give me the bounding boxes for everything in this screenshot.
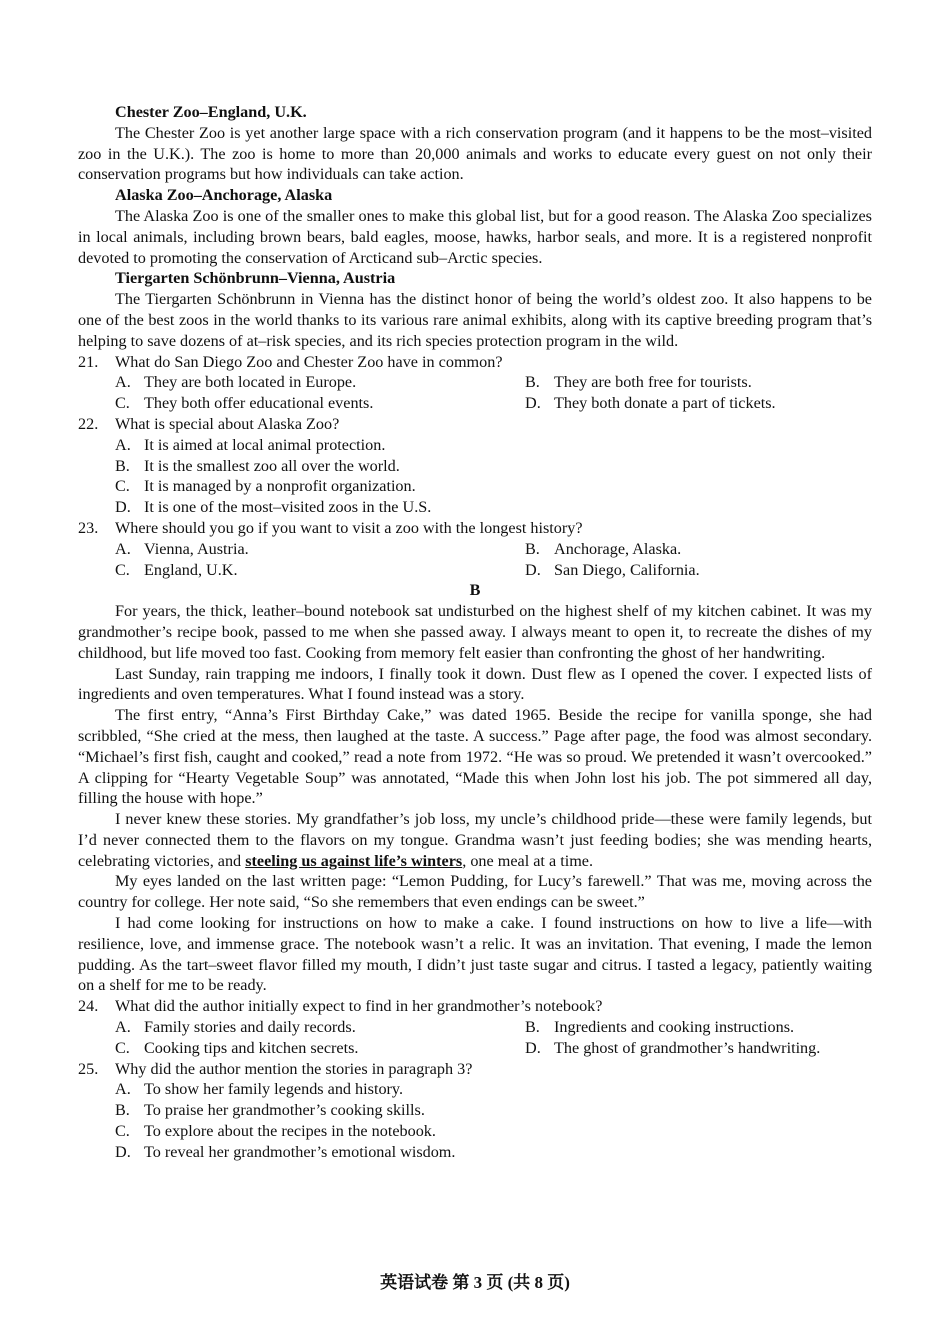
section-b-heading: B bbox=[469, 581, 481, 600]
question-25 bbox=[78, 1059, 872, 1080]
options-22 bbox=[78, 435, 872, 518]
option-25c[interactable]: C. To explore about the recipes in the notebook. bbox=[115, 1122, 436, 1141]
question-24 bbox=[78, 996, 872, 1017]
options-21 bbox=[78, 372, 872, 414]
option-23a[interactable]: A. Vienna, Austria. bbox=[115, 539, 249, 558]
page-footer: 英语试卷 第 3 页 (共 8 页) bbox=[380, 1273, 570, 1292]
zoo-text-vienna: The Tiergarten Schönbrunn in Vienna has the distinct honor of being the world’s oldest zoo. It also happens to be one of the best zoos in the world thanks to its various rare animal exhibits, along with its captive breeding program that’s helping to save dozens of at–risk species, and its rich species protection program in the wild. bbox=[78, 290, 872, 350]
option-22c[interactable]: C. It is managed by a nonprofit organization. bbox=[115, 477, 416, 496]
passage-paragraph-3: The first entry, “Anna’s First Birthday Cake,” was dated 1965. Beside the recipe for vanilla sponge, she had scribbled, “She cried at the mess, then laughed at the taste. A success.” Page after page, the food was almost secondary. “Michael’s first fish, caught and cooked,” read a note from 1972. “He was so proud. We pretended it wasn’t overcooked.” A clipping for “Hearty Vegetable Soup” was annotated, “Made this when John lost his job. The pot simmered all day, filling the house with hope.” bbox=[78, 706, 872, 808]
zoo-text-alaska: The Alaska Zoo is one of the smaller ones to make this global list, but for a good reason. The Alaska Zoo specializes in local animals, including brown bears, bald eagles, moose, hawks, harbor seals, and more. It is a registered nonprofit devoted to promoting the conservation of Arcticand sub–Arctic species. bbox=[78, 206, 872, 267]
question-text: What is special about Alaska Zoo? bbox=[115, 414, 340, 433]
question-number: 21. bbox=[78, 352, 99, 371]
passage-paragraph-5: My eyes landed on the last written page: “Lemon Pudding, for Lucy’s farewell.” That was me, moving across the country for college. Her note said, “So she remembers that even endings can be sweet.” bbox=[78, 872, 872, 912]
options-24 bbox=[78, 1017, 872, 1059]
question-22 bbox=[78, 414, 872, 435]
option-21d[interactable]: D. They both donate a part of tickets. bbox=[525, 394, 776, 413]
option-24c[interactable]: C. Cooking tips and kitchen secrets. bbox=[115, 1038, 359, 1057]
zoo-heading-alaska: Alaska Zoo–Anchorage, Alaska bbox=[115, 186, 333, 205]
zoo-heading-chester: Chester Zoo–England, U.K. bbox=[115, 103, 307, 121]
option-24b[interactable]: B. Ingredients and cooking instructions. bbox=[525, 1018, 795, 1037]
option-25a[interactable]: A. To show her family legends and history. bbox=[115, 1080, 404, 1099]
option-21c[interactable]: C. They both offer educational events. bbox=[115, 394, 374, 413]
question-text: Where should you go if you want to visit a zoo with the longest history? bbox=[115, 518, 583, 537]
underlined-phrase: steeling us against life’s winters bbox=[245, 851, 463, 870]
option-22b[interactable]: B. It is the smallest zoo all over the world. bbox=[115, 456, 400, 475]
option-24d[interactable]: D. The ghost of grandmother’s handwriting. bbox=[525, 1038, 821, 1057]
question-number: 25. bbox=[78, 1059, 99, 1078]
question-number: 22. bbox=[78, 414, 99, 433]
question-23 bbox=[78, 518, 872, 539]
zoo-text-chester: The Chester Zoo is yet another large space with a rich conservation program (and it happens to be the most–visited zoo in the U.K.). The zoo is home to more than 20,000 animals and works to educate every guest on not only their conservation programs but how individuals can take action. bbox=[78, 123, 872, 184]
option-21b[interactable]: B. They are both free for tourists. bbox=[525, 373, 752, 392]
option-25d[interactable]: D. To reveal her grandmother’s emotional wisdom. bbox=[115, 1142, 456, 1161]
passage-paragraph-2: Last Sunday, rain trapping me indoors, I finally took it down. Dust flew as I opened the cover. I expected lists of ingredients and oven temperatures. What I found instead was a story. bbox=[78, 664, 872, 704]
option-25b[interactable]: B. To praise her grandmother’s cooking skills. bbox=[115, 1101, 425, 1120]
exam-content bbox=[78, 102, 872, 1163]
passage-paragraph-6: I had come looking for instructions on how to make a cake. I found instructions on how to live a life—with resilience, love, and immense grace. The notebook wasn’t a relic. It was an invitation. That evening, I made the lemon pudding. As the tart–sweet flavor filled my mouth, I didn’t just taste sugar and citrus. I tasted a legacy, patiently waiting on a shelf for me to be ready. bbox=[78, 914, 872, 995]
question-text: What do San Diego Zoo and Chester Zoo have in common? bbox=[115, 352, 503, 371]
option-22a[interactable]: A. It is aimed at local animal protection. bbox=[115, 435, 386, 454]
options-25 bbox=[78, 1079, 872, 1162]
option-23c[interactable]: C. England, U.K. bbox=[115, 560, 238, 579]
zoo-heading-vienna: Tiergarten Schönbrunn–Vienna, Austria bbox=[115, 269, 396, 288]
options-23 bbox=[78, 539, 872, 581]
passage-paragraph-1: For years, the thick, leather–bound notebook sat undisturbed on the highest shelf of my kitchen cabinet. It was my grandmother’s recipe book, passed to me when she passed away. I always meant to open it, to recreate the dishes of my childhood, but life moved too fast. Cooking from memory felt easier than confronting the ghost of her handwriting. bbox=[78, 602, 872, 662]
question-number: 23. bbox=[78, 518, 99, 537]
passage-paragraph-4: I never knew these stories. My grandfather’s job loss, my uncle’s childhood pride—these were family legends, but I’d never connected them to the flavors on my tongue. Grandma wasn’t just feeding bodies; she was mending hearts, celebrating victories, and steeling us against life’s winters, one meal at a time. bbox=[78, 810, 872, 870]
option-24a[interactable]: A. Family stories and daily records. bbox=[115, 1018, 356, 1037]
option-21a[interactable]: A. They are both located in Europe. bbox=[115, 373, 357, 392]
option-23d[interactable]: D. San Diego, California. bbox=[525, 560, 700, 579]
question-text: Why did the author mention the stories in paragraph 3? bbox=[115, 1059, 473, 1078]
question-text: What did the author initially expect to find in her grandmother’s notebook? bbox=[115, 997, 603, 1016]
option-22d[interactable]: D. It is one of the most–visited zoos in the U.S. bbox=[115, 498, 432, 517]
question-number: 24. bbox=[78, 997, 99, 1016]
option-23b[interactable]: B. Anchorage, Alaska. bbox=[525, 539, 682, 558]
question-21 bbox=[78, 352, 872, 373]
